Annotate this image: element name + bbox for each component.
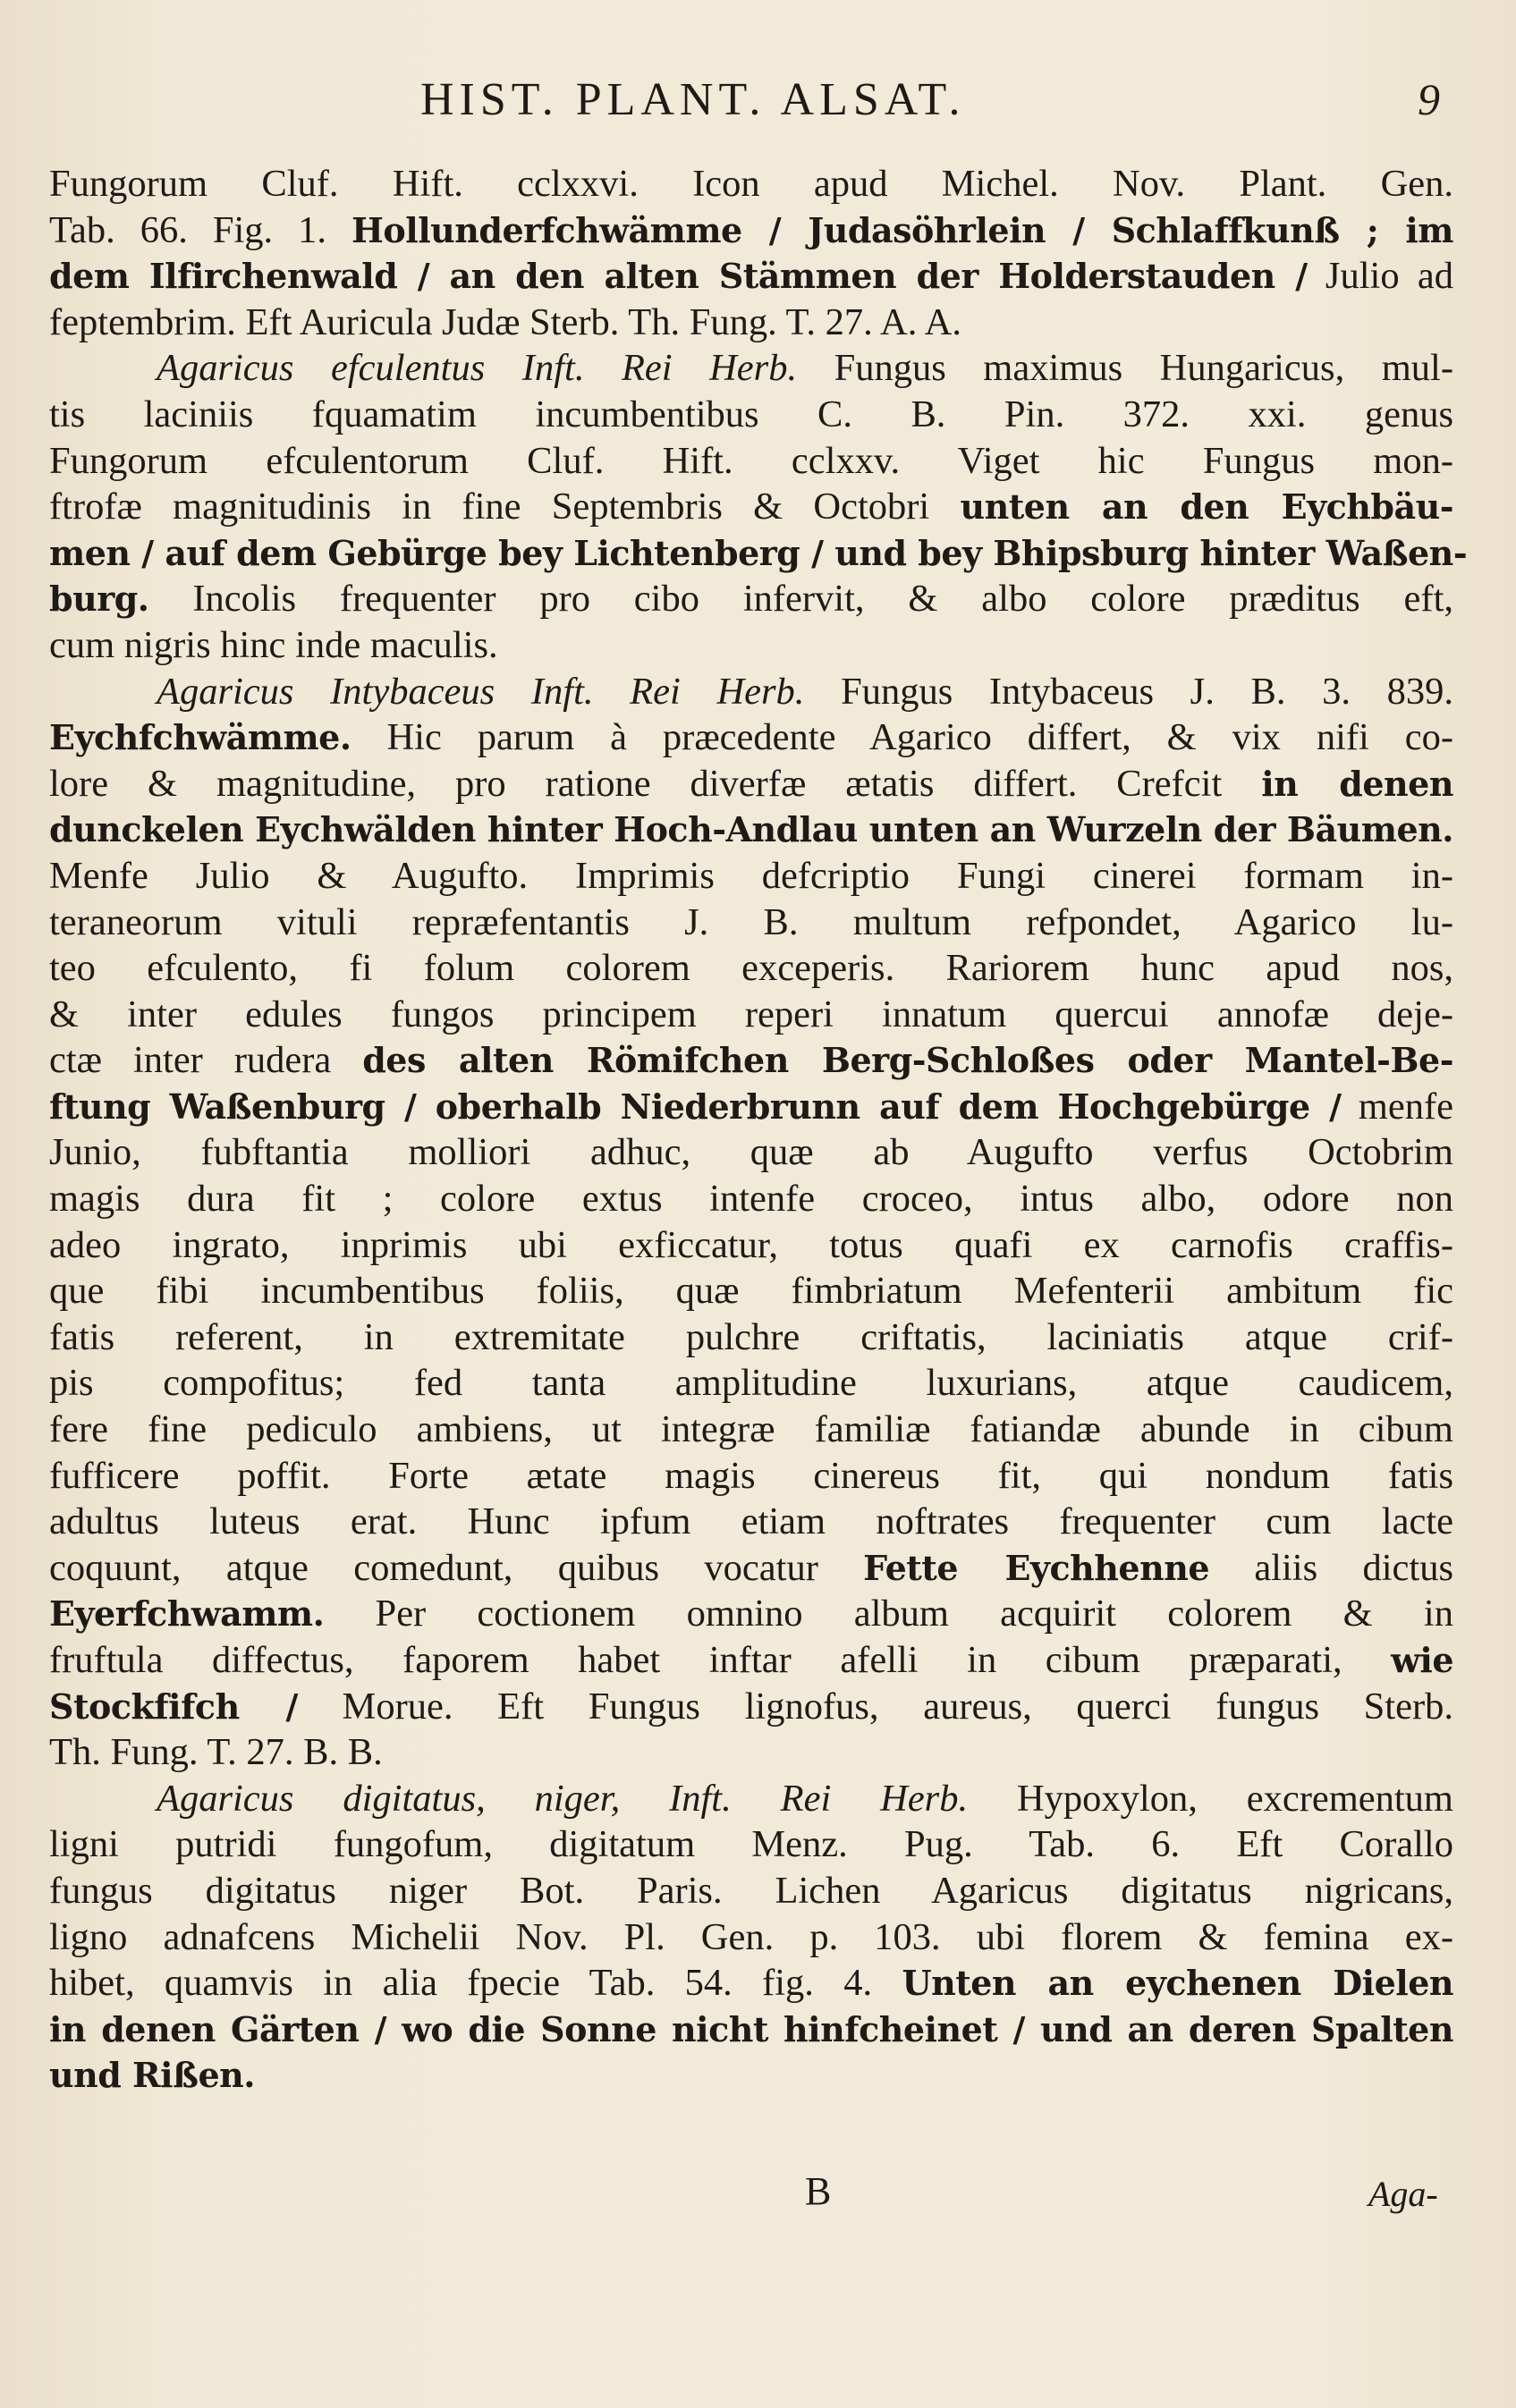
- roman-segment: coquunt, atque comedunt, quibus vocatur: [49, 1546, 864, 1589]
- text-line: [49, 1591, 1453, 1637]
- roman-segment: ligno adnafcens Michelii Nov. Pl. Gen. p. 103. ubi florem & femina ex-: [49, 1915, 1453, 1958]
- text-line: [49, 300, 1453, 346]
- blackletter-segment: Fette Eychhenne: [863, 1547, 1209, 1588]
- blackletter-segment: dunckelen Eychwälden hinter Hoch-Andlau unten an Wurzeln der Bäumen.: [49, 809, 1453, 850]
- text-line: [49, 438, 1453, 485]
- text-line: [49, 761, 1453, 807]
- roman-segment: Incolis frequenter pro cibo infervit, & albo colore præditus eft,: [148, 578, 1453, 621]
- roman-segment: & inter edules fungos principem reperi innatum quercui annofæ deje-: [49, 993, 1453, 1035]
- text-line: [49, 807, 1453, 853]
- blackletter-segment: und Rißen.: [49, 2055, 255, 2096]
- roman-segment: que fibi incumbentibus foliis, quæ fimbriatum Mefenterii ambitum fic: [49, 1270, 1453, 1313]
- blackletter-segment: wie: [1391, 1640, 1453, 1680]
- roman-segment: fere fine pediculo ambiens, ut integræ familiæ fatiandæ abunde in cibum: [49, 1408, 1453, 1451]
- blackletter-segment: Eyerfchwamm.: [49, 1593, 325, 1635]
- text-line: [49, 1499, 1453, 1545]
- blackletter-segment: unten an den Eychbäu-: [960, 486, 1454, 528]
- roman-segment: Th. Fung. T. 27. B. B.: [49, 1731, 383, 1774]
- italic-segment: Agaricus digitatus, niger, Inft. Rei Herb.: [157, 1777, 969, 1820]
- roman-segment: magis dura fit ; colore extus intenfe croceo, intus albo, odore non: [49, 1178, 1453, 1221]
- roman-segment: Fungus maximus Hungaricus, mul-: [797, 347, 1453, 390]
- text-line: [49, 1176, 1453, 1222]
- roman-segment: pis compofitus; fed tanta amplitudine luxurians, atque caudicem,: [49, 1362, 1453, 1405]
- roman-segment: fungus digitatus niger Bot. Paris. Lichen Agaricus digitatus nigricans,: [49, 1869, 1453, 1912]
- roman-segment: Julio ad: [1307, 255, 1453, 298]
- text-line: [49, 1084, 1453, 1130]
- blackletter-segment: men / auf dem Gebürge bey Lichtenberg / und bey Bhipsburg hinter Waßen-: [49, 532, 1468, 573]
- roman-segment: Per coctionem omnino album acquirit colorem & in: [324, 1593, 1453, 1635]
- roman-segment: Fungorum Cluf. Hift. cclxxvi. Icon apud Michel. Nov. Plant. Gen.: [49, 163, 1453, 205]
- blackletter-segment: Stockfifch /: [49, 1686, 298, 1727]
- text-line: [49, 1360, 1453, 1407]
- text-line: [49, 2007, 1453, 2053]
- text-line: [49, 900, 1453, 946]
- roman-segment: adultus luteus erat. Hunc ipfum etiam noftrates frequenter cum lacte: [49, 1500, 1453, 1543]
- roman-segment: teo efculento, fi folum colorem exceperis. Rariorem hunc apud nos,: [49, 947, 1453, 990]
- text-line: [49, 1960, 1453, 2007]
- text-line: [49, 1407, 1453, 1453]
- text-line: [49, 1037, 1453, 1084]
- blackletter-segment: ftung Waßenburg / oberhalb Niederbrunn auf dem Hochgebürge /: [49, 1086, 1342, 1127]
- roman-segment: fruftula diffectus, faporem habet inftar afelli in cibum præparati,: [49, 1639, 1392, 1681]
- italic-segment: Agaricus efculentus Inft. Rei Herb.: [157, 347, 798, 390]
- roman-segment: Tab. 66. Fig. 1.: [49, 208, 352, 251]
- roman-segment: hibet, quamvis in alia fpecie Tab. 54. fig. 4.: [49, 1962, 902, 2005]
- text-body: [49, 161, 1468, 2099]
- signature-mark: B: [805, 2169, 832, 2213]
- roman-segment: ftrofæ magnitudinis in fine Septembris & Octobri: [49, 486, 961, 528]
- text-line: [49, 1453, 1453, 1500]
- text-line: [49, 1314, 1453, 1361]
- text-line: [49, 1637, 1453, 1684]
- roman-segment: Menfe Julio & Augufto. Imprimis defcriptio Fungi cinerei formam in-: [49, 854, 1453, 897]
- blackletter-segment: in denen: [1261, 763, 1453, 804]
- blackletter-segment: Unten an eychenen Dielen: [902, 1963, 1453, 2004]
- roman-segment: Hic parum à præcedente Agarico differt, & vix nifi co-: [351, 716, 1453, 759]
- roman-segment: Fungorum efculentorum Cluf. Hift. cclxxv. Viget hic Fungus mon-: [49, 439, 1453, 482]
- text-line: [49, 530, 1468, 577]
- text-line: [49, 1268, 1453, 1314]
- blackletter-segment: Hollunderfchwämme / Judasöhrlein / Schlaffkunß ; im: [351, 209, 1453, 250]
- roman-segment: Fungus Intybaceus J. B. 3. 839.: [804, 670, 1454, 713]
- blackletter-segment: des alten Römifchen Berg-Schloßes oder Mantel-Be-: [362, 1040, 1453, 1081]
- roman-segment: teraneorum vituli repræfentantis J. B. multum refpondet, Agarico lu-: [49, 900, 1453, 943]
- text-line: [49, 1129, 1453, 1176]
- text-line: [49, 714, 1453, 761]
- text-line: [49, 484, 1453, 530]
- text-line: [49, 253, 1453, 300]
- roman-segment: fatis referent, in extremitate pulchre criftatis, laciniatis atque crif-: [49, 1315, 1453, 1358]
- running-title: HIST. PLANT. ALSAT.: [420, 74, 966, 125]
- text-line: [49, 392, 1453, 438]
- roman-segment: lore & magnitudine, pro ratione diverfæ ætatis differt. Crefcit: [49, 762, 1262, 805]
- blackletter-segment: in denen Gärten / wo die Sonne nicht hinfcheinet / und an deren Spalten: [49, 2008, 1453, 2049]
- text-line: [49, 1545, 1453, 1592]
- roman-segment: menfe: [1341, 1085, 1453, 1128]
- roman-segment: ctæ inter rudera: [49, 1039, 363, 1082]
- catchword: Aga-: [1368, 2174, 1438, 2214]
- text-line: [49, 669, 1453, 715]
- text-line: [49, 345, 1453, 392]
- text-line: [49, 1729, 1453, 1776]
- text-line: [49, 1776, 1453, 1822]
- roman-segment: adeo ingrato, inprimis ubi exficcatur, totus quafi ex carnofis craffis-: [49, 1223, 1453, 1266]
- text-line: [49, 853, 1453, 900]
- text-line: [49, 161, 1453, 207]
- page-number: 9: [1418, 74, 1440, 124]
- text-line: [49, 1914, 1453, 1961]
- text-line: [49, 945, 1453, 992]
- roman-segment: fufficere poffit. Forte ætate magis cinereus fit, qui nondum fatis: [49, 1454, 1453, 1497]
- roman-segment: Junio, fubftantia molliori adhuc, quæ ab Augufto verfus Octobrim: [49, 1131, 1453, 1174]
- text-line: [49, 2052, 1453, 2099]
- roman-segment: ligni putridi fungofum, digitatum Menz. Pug. Tab. 6. Eft Corallo: [49, 1823, 1453, 1866]
- italic-segment: Agaricus Intybaceus Inft. Rei Herb.: [157, 670, 805, 713]
- roman-segment: Morue. Eft Fungus lignofus, aureus, querci fungus Sterb.: [297, 1685, 1453, 1728]
- roman-segment: tis laciniis fquamatim incumbentibus C. B. Pin. 372. xxi. genus: [49, 393, 1453, 435]
- roman-segment: cum nigris hinc inde maculis.: [49, 623, 498, 666]
- text-line: [49, 207, 1453, 254]
- text-line: [49, 1868, 1453, 1914]
- text-line: [49, 1222, 1453, 1269]
- text-line: [49, 1821, 1453, 1868]
- text-line: [49, 992, 1453, 1038]
- blackletter-segment: burg.: [49, 579, 149, 620]
- blackletter-segment: dem Ilfirchenwald / an den alten Stämmen der Holderstauden /: [49, 256, 1308, 297]
- text-line: [49, 576, 1453, 622]
- text-line: [49, 622, 1453, 669]
- roman-segment: Hypoxylon, excrementum: [968, 1777, 1453, 1820]
- roman-segment: feptembrim. Eft Auricula Judæ Sterb. Th. Fung. T. 27. A. A.: [49, 300, 961, 343]
- text-line: [49, 1684, 1453, 1730]
- blackletter-segment: Eychfchwämme.: [49, 717, 351, 758]
- roman-segment: aliis dictus: [1209, 1546, 1453, 1589]
